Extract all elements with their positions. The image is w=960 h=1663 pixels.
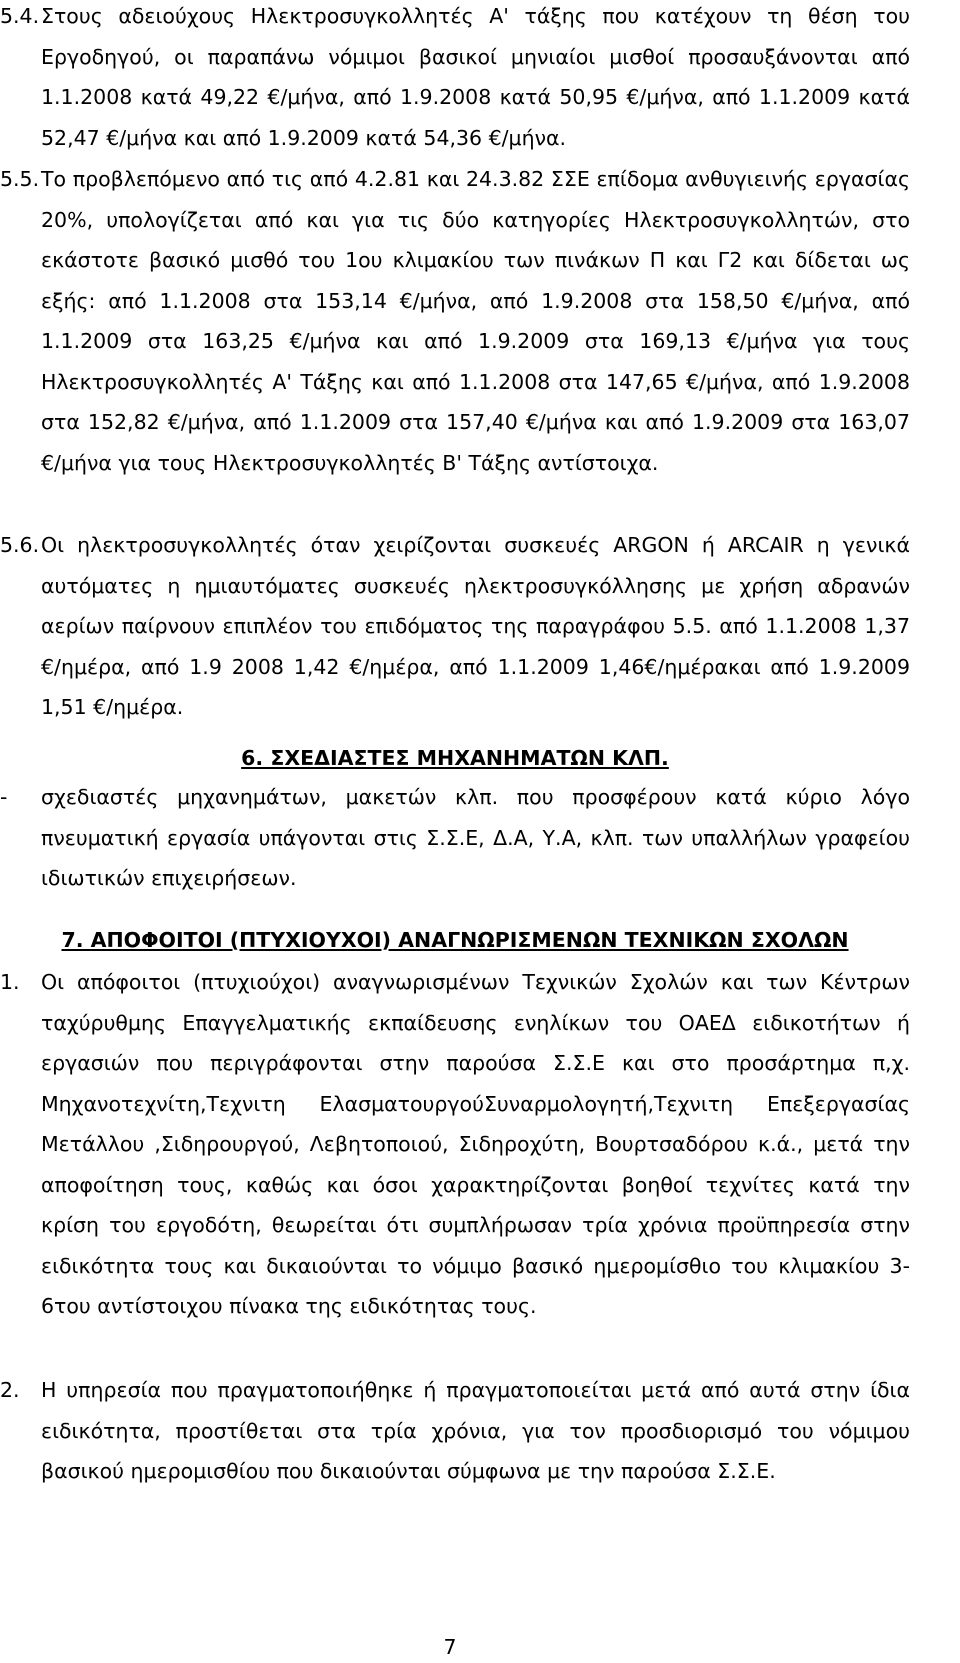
paragraph-number: 5.6. xyxy=(0,533,40,557)
paragraph-text: Οι απόφοιτοι (πτυχιούχοι) αναγνωρισμένων Τεχνικών Σχολών και των Κέντρων ταχύρυθμης Επαγγελματικής εκπαίδευσης ενηλίκων του ΟΑΕΔ ειδικοτήτων ή εργασιών που περιγράφονται στην παρούσα Σ.Σ.Ε και στο προσάρτημα π,χ. Μηχανοτεχνίτη,Τεχνιτη ΕλασματουργούΣυναρμολογητή,Τεχνιτη Επεξεργασίας Μετάλλου ,Σιδηρουργού, Λεβητοποιού, Σιδηροχύτη, Βουρτσαδόρου κ.ά., μετά την αποφοίτηση τους, καθώς και όσοι χαρακτηρίζονται βοηθοί τεχνίτες κατά την κρίση του εργοδότη, θεωρείται ότι συμπλήρωσαν τρία χρόνια προϋπηρεσία στην ειδικότητα τους και δικαιούνται το νόμιμο βασικό ημερομίσθιο του κλιμακίου 3-6του αντίστοιχου πίνακα της ειδικότητας τους. xyxy=(41,970,910,1318)
paragraph-text: Το προβλεπόμενο από τις από 4.2.81 και 24.3.82 ΣΣΕ επίδομα ανθυγιεινής εργασίας 20%, υπολογίζεται από και για τις δύο κατηγορίες Ηλεκτροσυγκολλητών, στο εκάστοτε βασικό μισθό του 1ου κλιμακίου των πινάκων Π και Γ2 και δίδεται ως εξής: από 1.1.2008 στα 153,14 €/μήνα, από 1.9.2008 στα 158,50 €/μήνα, από 1.1.2009 στα 163,25 €/μήνα και από 1.9.2009 στα 169,13 €/μήνα για τους Ηλεκτροσυγκολλητές Α' Τάξης και από 1.1.2008 στα 147,65 €/μήνα, από 1.9.2008 στα 152,82 €/μήνα, από 1.1.2009 στα 157,40 €/μήνα και από 1.9.2009 στα 163,07 €/μήνα για τους Ηλεκτροσυγκολλητές Β' Τάξης αντίστοιχα. xyxy=(41,167,910,475)
section-heading-6: 6. ΣΧΕΔΙΑΣΤΕΣ ΜΗΧΑΝΗΜΑΤΩΝ ΚΛΠ. xyxy=(241,746,669,770)
paragraph-7-2 xyxy=(0,1370,910,1492)
paragraph-number: 1. xyxy=(0,970,20,994)
list-bullet: - xyxy=(0,785,8,809)
paragraph-number: 2. xyxy=(0,1378,20,1402)
paragraph-5-4 xyxy=(0,0,910,158)
page-number: 7 xyxy=(443,1635,457,1659)
paragraph-number: 5.4. xyxy=(0,4,40,28)
list-item-text: σχεδιαστές μηχανημάτων, μακετών κλπ. που προσφέρουν κατά κύριο λόγο πνευματική εργασία υπάγονται στις Σ.Σ.Ε, Δ.Α, Υ.Α, κλπ. των υπαλλήλων γραφείου ιδιωτικών επιχειρήσεων. xyxy=(41,785,910,890)
paragraph-text: Στους αδειούχους Ηλεκτροσυγκολλητές Α' τάξης που κατέχουν τη θέση του Εργοδηγού, οι παραπάνω νόμιμοι βασικοί μηνιαίοι μισθοί προσαυξάνονται από 1.1.2008 κατά 49,22 €/μήνα, από 1.9.2008 κατά 50,95 €/μήνα, από 1.1.2009 κατά 52,47 €/μήνα και από 1.9.2009 κατά 54,36 €/μήνα. xyxy=(41,4,910,150)
section-heading-7: 7. ΑΠΟΦΟΙΤΟΙ (ΠΤΥΧΙΟΥΧΟΙ) ΑΝΑΓΝΩΡΙΣΜΕΝΩΝ ΤΕΧΝΙΚΩΝ ΣΧΟΛΩΝ xyxy=(61,928,849,952)
paragraph-text: Η υπηρεσία που πραγματοποιήθηκε ή πραγματοποιείται μετά από αυτά στην ίδια ειδικότητα, προστίθεται στα τρία χρόνια, για τον προσδιορισμό του νόμιμου βασικού ημερομισθίου που δικαιούνται σύμφωνα με την παρούσα Σ.Σ.Ε. xyxy=(41,1378,910,1483)
paragraph-number: 5.5. xyxy=(0,167,40,191)
paragraph-text: Οι ηλεκτροσυγκολλητές όταν χειρίζονται συσκευές ARGON ή ARCAIR η γενικά αυτόματες η ημιαυτόματες συσκευές ηλεκτροσυγκόλλησης με χρήση αδρανών αερίων παίρνουν επιπλέον του επιδόματος της παραγράφου 5.5. από 1.1.2008 1,37 €/ημέρα, από 1.9 2008 1,42 €/ημέρα, από 1.1.2009 1,46€/ημέρακαι από 1.9.2009 1,51 €/ημέρα. xyxy=(41,533,910,719)
paragraph-5-5 xyxy=(0,159,910,483)
list-item-designers xyxy=(0,777,910,899)
paragraph-7-1 xyxy=(0,962,910,1327)
paragraph-5-6 xyxy=(0,525,910,728)
